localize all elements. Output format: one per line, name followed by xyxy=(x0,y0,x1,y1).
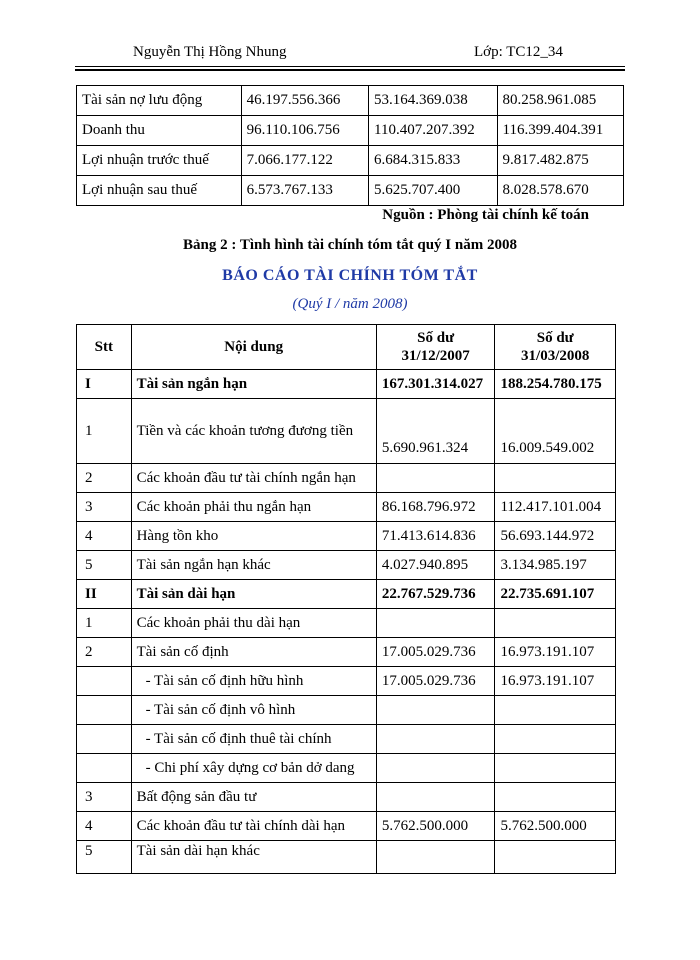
balance-2007-cell: 86.168.796.972 xyxy=(376,493,495,522)
value-cell: 5.625.707.400 xyxy=(369,176,497,206)
content-cell: Bất động sản đầu tư xyxy=(131,783,376,812)
header-balance-2008 xyxy=(495,325,616,370)
content-cell: - Tài sản cố định vô hình xyxy=(131,696,376,725)
balance-2008-cell xyxy=(495,464,616,493)
stt-cell: 1 xyxy=(77,609,132,638)
table-header-row xyxy=(77,325,616,370)
balance-2008-cell: 16.973.191.107 xyxy=(495,638,616,667)
value-cell: 6.573.767.133 xyxy=(241,176,368,206)
balance-2008-cell: 56.693.144.972 xyxy=(495,522,616,551)
row-label: Tài sản nợ lưu động xyxy=(77,86,242,116)
balance-2007-cell: 71.413.614.836 xyxy=(376,522,495,551)
table-row xyxy=(77,841,616,874)
report-title: BÁO CÁO TÀI CHÍNH TÓM TẮT xyxy=(222,267,478,284)
row-label: Lợi nhuận trước thuế xyxy=(77,146,242,176)
value-cell: 8.028.578.670 xyxy=(497,176,623,206)
table-caption: Bảng 2 : Tình hình tài chính tóm tắt quý I năm 2008 xyxy=(183,237,517,253)
balance-2007-cell xyxy=(376,609,495,638)
content-cell: - Tài sản cố định thuê tài chính xyxy=(131,725,376,754)
value-cell: 116.399.404.391 xyxy=(497,116,623,146)
balance-2007-cell xyxy=(376,696,495,725)
balance-2007-cell xyxy=(376,841,495,874)
balance-2008-cell: 16.009.549.002 xyxy=(495,399,616,464)
content-cell: Các khoản phải thu ngắn hạn xyxy=(131,493,376,522)
balance-2007-cell xyxy=(376,754,495,783)
content-cell: - Tài sản cố định hữu hình xyxy=(131,667,376,696)
balance-2008-cell: 188.254.780.175 xyxy=(495,370,616,399)
author-name: Nguyễn Thị Hồng Nhung xyxy=(133,44,287,60)
table-row xyxy=(77,638,616,667)
row-label: Doanh thu xyxy=(77,116,242,146)
table-row xyxy=(77,696,616,725)
balance-2007-cell: 5.762.500.000 xyxy=(376,812,495,841)
header-stt: Stt xyxy=(77,325,132,370)
stt-cell: 5 xyxy=(77,551,132,580)
table-row xyxy=(77,399,616,464)
balance-2007-cell: 17.005.029.736 xyxy=(376,638,495,667)
stt-cell xyxy=(77,754,132,783)
header-balance-2008-line2: 31/03/2008 xyxy=(521,348,590,364)
header-balance-2007-line2: 31/12/2007 xyxy=(401,348,470,364)
content-cell: Tài sản cố định xyxy=(131,638,376,667)
balance-2007-cell xyxy=(376,725,495,754)
value-cell: 80.258.961.085 xyxy=(497,86,623,116)
content-cell: Các khoản đầu tư tài chính ngắn hạn xyxy=(131,464,376,493)
stt-cell: 4 xyxy=(77,812,132,841)
content-cell: Hàng tồn kho xyxy=(131,522,376,551)
balance-2008-cell xyxy=(495,696,616,725)
summary-figures-table xyxy=(76,85,624,206)
stt-cell: 2 xyxy=(77,638,132,667)
header-rule-thick xyxy=(75,69,625,71)
stt-cell: 1 xyxy=(77,399,132,464)
table-row xyxy=(77,86,624,116)
content-cell: Các khoản phải thu dài hạn xyxy=(131,609,376,638)
table-row xyxy=(77,667,616,696)
balance-2008-cell: 5.762.500.000 xyxy=(495,812,616,841)
balance-2007-cell: 17.005.029.736 xyxy=(376,667,495,696)
balance-2007-cell: 22.767.529.736 xyxy=(376,580,495,609)
balance-2007-cell xyxy=(376,783,495,812)
table-row xyxy=(77,146,624,176)
table-row xyxy=(77,493,616,522)
source-note: Nguồn : Phòng tài chính kế toán xyxy=(382,207,589,223)
stt-cell xyxy=(77,725,132,754)
content-cell: - Chi phí xây dựng cơ bản dở dang xyxy=(131,754,376,783)
balance-2007-cell: 5.690.961.324 xyxy=(376,399,495,464)
content-cell: Tài sản dài hạn khác xyxy=(131,841,376,874)
stt-cell: 3 xyxy=(77,783,132,812)
table-row xyxy=(77,812,616,841)
content-cell: Tài sản dài hạn xyxy=(131,580,376,609)
table-row xyxy=(77,551,616,580)
value-cell: 7.066.177.122 xyxy=(241,146,368,176)
row-label: Lợi nhuận sau thuế xyxy=(77,176,242,206)
header-content: Nội dung xyxy=(131,325,376,370)
stt-cell: I xyxy=(77,370,132,399)
page-header xyxy=(0,44,700,64)
header-balance-2007-line1: Số dư xyxy=(417,330,455,346)
report-subtitle: (Quý I / năm 2008) xyxy=(292,296,408,312)
content-cell: Tài sản ngắn hạn khác xyxy=(131,551,376,580)
stt-cell xyxy=(77,696,132,725)
balance-2008-cell: 16.973.191.107 xyxy=(495,667,616,696)
class-code: Lớp: TC12_34 xyxy=(474,44,563,60)
balance-2008-cell xyxy=(495,754,616,783)
financial-report-table xyxy=(76,324,616,874)
table-row xyxy=(77,522,616,551)
stt-cell: 4 xyxy=(77,522,132,551)
value-cell: 53.164.369.038 xyxy=(369,86,497,116)
balance-2008-cell xyxy=(495,783,616,812)
balance-2008-cell: 3.134.985.197 xyxy=(495,551,616,580)
header-balance-2007 xyxy=(376,325,495,370)
balance-2007-cell: 167.301.314.027 xyxy=(376,370,495,399)
balance-2008-cell: 22.735.691.107 xyxy=(495,580,616,609)
value-cell: 110.407.207.392 xyxy=(369,116,497,146)
table-row xyxy=(77,754,616,783)
table-row xyxy=(77,609,616,638)
value-cell: 46.197.556.366 xyxy=(241,86,368,116)
balance-2008-cell xyxy=(495,841,616,874)
table-row xyxy=(77,725,616,754)
table-row xyxy=(77,370,616,399)
balance-2008-cell: 112.417.101.004 xyxy=(495,493,616,522)
stt-cell: II xyxy=(77,580,132,609)
table-row xyxy=(77,580,616,609)
stt-cell: 5 xyxy=(77,841,132,874)
content-cell: Tài sản ngắn hạn xyxy=(131,370,376,399)
table-row xyxy=(77,464,616,493)
balance-2008-cell xyxy=(495,609,616,638)
stt-cell: 3 xyxy=(77,493,132,522)
stt-cell: 2 xyxy=(77,464,132,493)
content-cell: Tiền và các khoản tương đương tiền xyxy=(131,399,376,464)
table-row xyxy=(77,176,624,206)
value-cell: 6.684.315.833 xyxy=(369,146,497,176)
value-cell: 9.817.482.875 xyxy=(497,146,623,176)
header-rule-thin xyxy=(75,66,625,67)
header-balance-2008-line1: Số dư xyxy=(536,330,574,346)
table-row xyxy=(77,116,624,146)
content-cell: Các khoản đầu tư tài chính dài hạn xyxy=(131,812,376,841)
table-row xyxy=(77,783,616,812)
balance-2007-cell: 4.027.940.895 xyxy=(376,551,495,580)
stt-cell xyxy=(77,667,132,696)
value-cell: 96.110.106.756 xyxy=(241,116,368,146)
balance-2007-cell xyxy=(376,464,495,493)
balance-2008-cell xyxy=(495,725,616,754)
